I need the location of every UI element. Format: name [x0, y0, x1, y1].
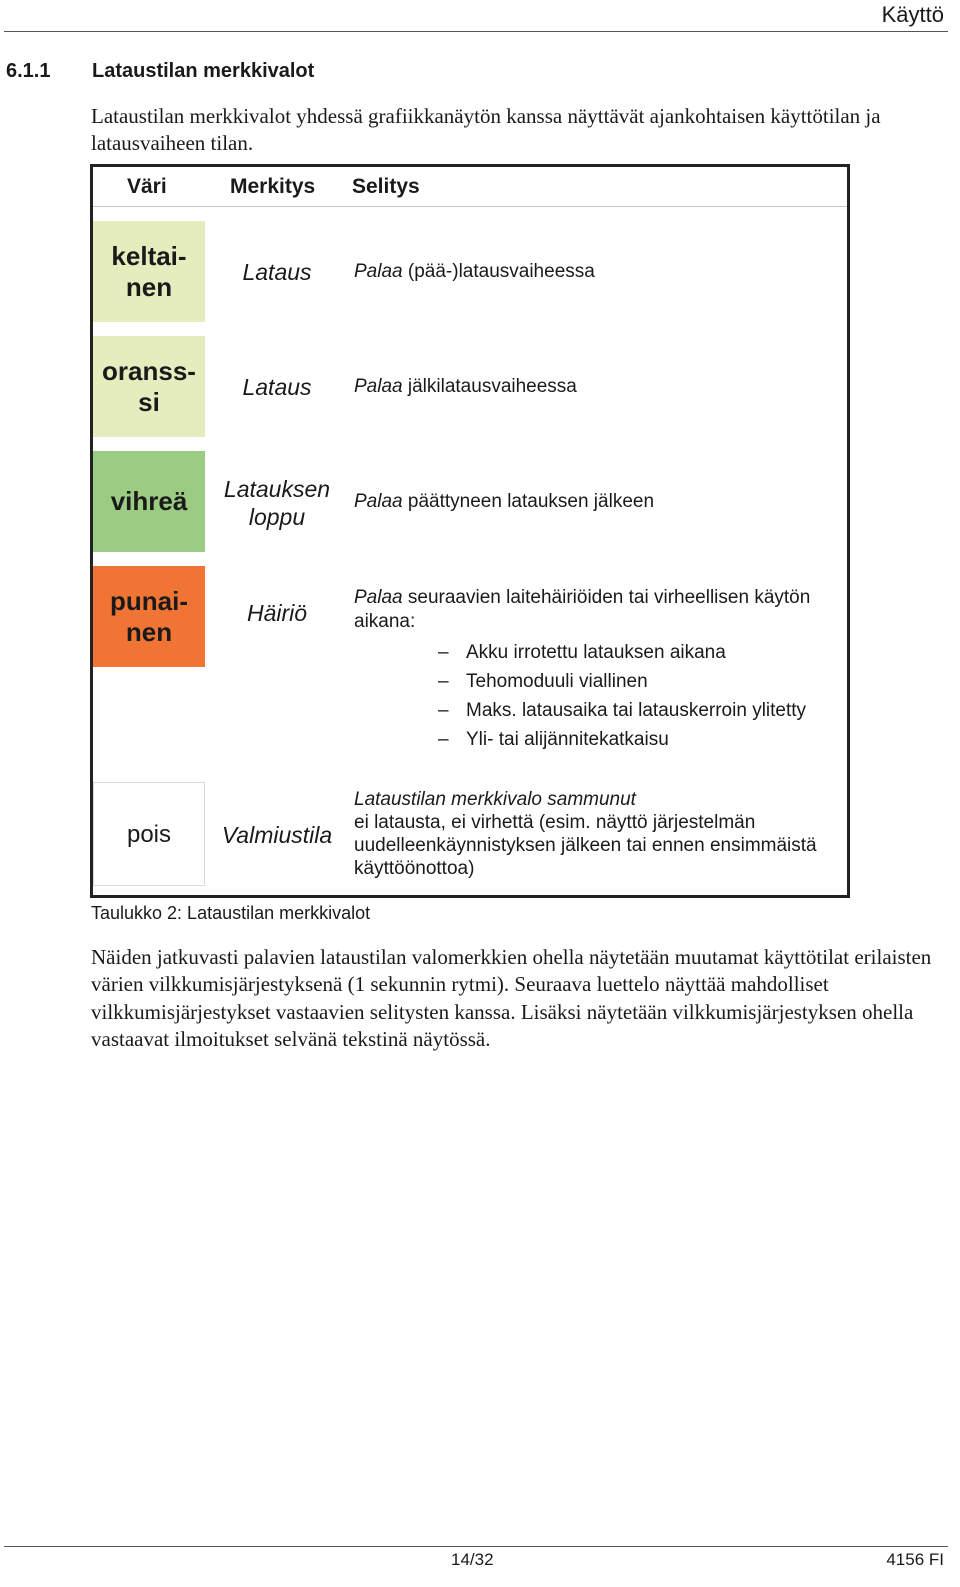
fault-list-item: – Maks. latausaika tai latauskerroin ylitetty [438, 700, 807, 721]
desc-orange-rest: jälkilatausvaiheessa [402, 376, 577, 397]
desc-red-em: Palaa [354, 587, 403, 608]
fault-list [354, 638, 844, 754]
desc-orange-em: Palaa [354, 376, 403, 397]
page-number: 14/32 [451, 1550, 494, 1569]
color-swatch-green: vihreä [93, 451, 205, 552]
desc-red-rest: seuraavien laitehäiriöiden tai virheellisen käytön aikana: [354, 587, 811, 632]
header-meaning: Merkitys [230, 175, 316, 198]
desc-red-intro [354, 586, 844, 634]
document-code: 4156 FI [886, 1550, 944, 1569]
footer-rule [4, 1546, 948, 1547]
description-green [354, 490, 844, 514]
header-color: Väri [127, 175, 167, 198]
fault-text: Yli- tai alijännitekatkaisu [466, 729, 669, 750]
table-caption: Taulukko 2: Lataustilan merkkivalot [91, 903, 371, 923]
intro-paragraph: Lataustilan merkkivalot yhdessä grafiikkanäytön kanssa näyttävät ajankohtaisen käyttötilan ja latausvaiheen tilan. [91, 104, 881, 155]
header-title: Käyttö [881, 2, 944, 27]
color-swatch-orange: oranss- si [93, 336, 205, 437]
section-number: 6.1.1 [6, 60, 51, 82]
color-swatch-red: punai- nen [93, 566, 205, 667]
desc-green-em: Palaa [354, 491, 403, 512]
section-title: Lataustilan merkkivalot [92, 60, 315, 82]
meaning-orange: Lataus [242, 374, 312, 400]
color-swatch-off: pois [93, 782, 205, 886]
fault-list-item: – Yli- tai alijännitekatkaisu [438, 729, 669, 750]
meaning-green: Latauksen loppu [223, 476, 331, 530]
desc-yellow-rest: (pää-)latausvaiheessa [402, 261, 595, 282]
desc-yellow-em: Palaa [354, 261, 403, 282]
closing-paragraph: Näiden jatkuvasti palavien lataustilan valomerkkien ohella näytetään muutamat käyttötilat erilaisten värien vilkkumisjärjestyksenä (1 sekunnin rytmi). Seuraava luettelo näyttää mahdolliset vilkkumisjärjestykset vastaavien selitysten kanssa. Lisäksi näytetään vilkkumisjärjestyksen ohella vastaavat ilmoitukset selvänä tekstinä näytössä. [91, 945, 932, 1051]
section-heading [6, 60, 314, 83]
description-yellow [354, 260, 844, 284]
description-red [354, 586, 844, 754]
description-off [354, 788, 844, 880]
fault-list-item: – Akku irrotettu latauksen aikana [438, 642, 726, 663]
fault-list-item: – Tehomoduuli viallinen [438, 671, 648, 692]
desc-off-rest: ei latausta, ei virhettä (esim. näyttö järjestelmän uudelleenkäynnistyksen jälkeen tai ennen ensimmäistä käyttöönottoa) [354, 812, 817, 879]
header-rule [4, 31, 948, 32]
meaning-off: Valmiustila [221, 822, 333, 848]
header-description: Selitys [352, 175, 420, 198]
description-orange [354, 375, 844, 399]
fault-text: Akku irrotettu latauksen aikana [466, 642, 726, 663]
meaning-yellow: Lataus [242, 259, 312, 285]
fault-text: Maks. latausaika tai latauskerroin ylitetty [466, 700, 807, 721]
status-light-table [90, 164, 850, 898]
color-swatch-yellow: keltai- nen [93, 221, 205, 322]
desc-green-rest: päättyneen latauksen jälkeen [402, 491, 655, 512]
fault-text: Tehomoduuli viallinen [466, 671, 648, 692]
meaning-red: Häiriö [246, 600, 308, 626]
header-separator [93, 206, 847, 207]
desc-off-em: Lataustilan merkkivalo sammunut [354, 789, 636, 810]
